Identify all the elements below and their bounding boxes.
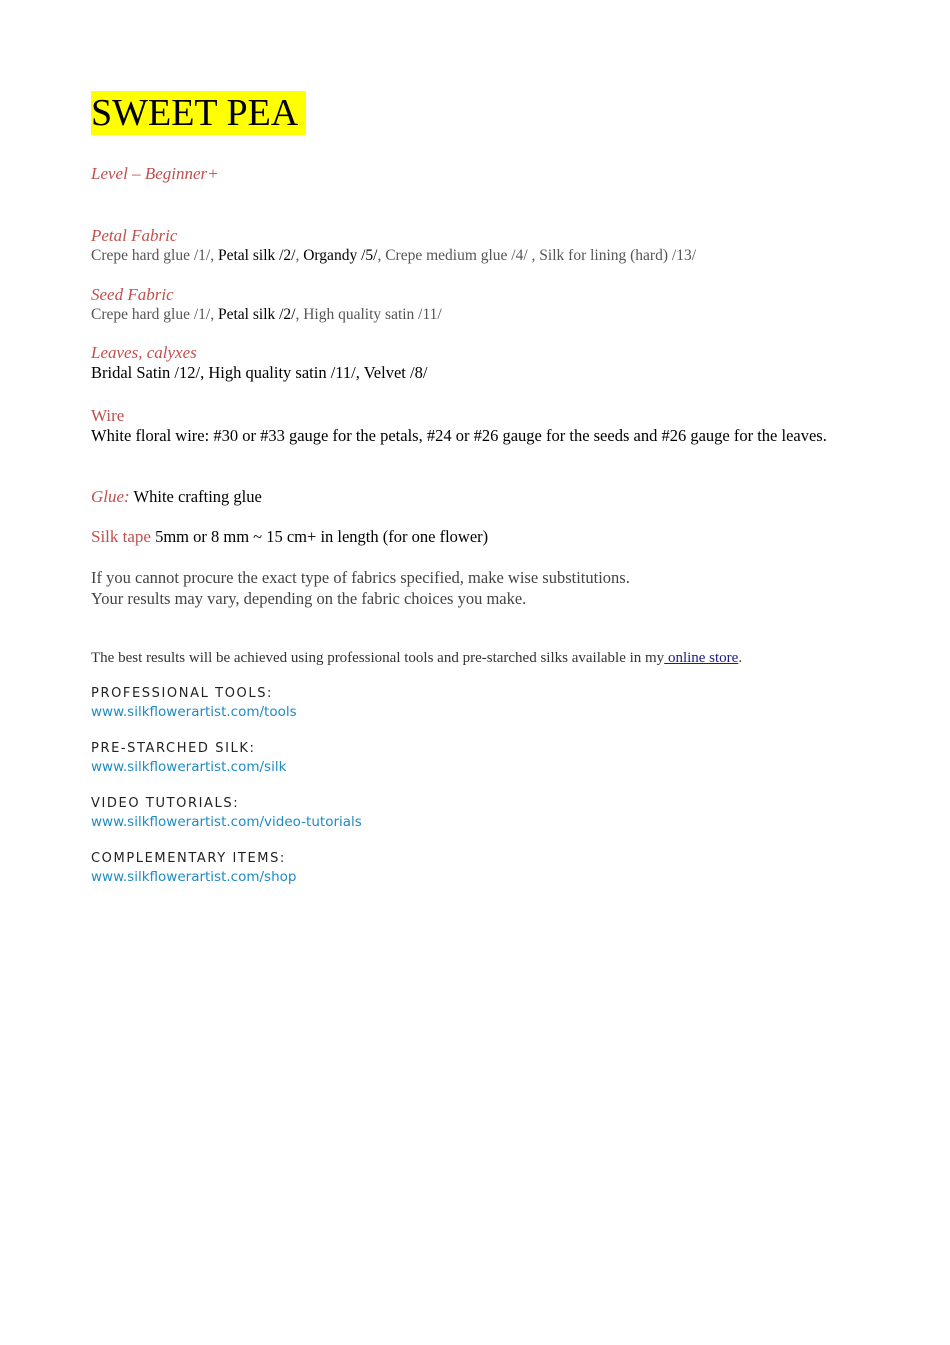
online-store-link[interactable]: online store <box>664 650 739 666</box>
separator: , <box>295 247 304 264</box>
period: . <box>738 650 743 666</box>
substitution-line-1: If you cannot procure the exact type of fabrics specified, make wise substitutions. <box>91 568 630 587</box>
petal-fabric-section <box>91 226 851 266</box>
resource-label: VIDEO TUTORIALS: <box>91 796 240 811</box>
fabric-item: High quality satin /11/ <box>303 306 442 323</box>
separator: , <box>377 247 386 264</box>
seed-fabric-heading: Seed Fabric <box>91 285 174 304</box>
leaves-heading: Leaves, calyxes <box>91 343 197 362</box>
substitution-line-2: Your results may vary, depending on the fabric choices you make. <box>91 589 527 608</box>
separator: , <box>210 306 218 323</box>
resource-label: PRE-STARCHED SILK: <box>91 741 256 756</box>
leaves-list: Bridal Satin /12/, High quality satin /11/, Velvet /8/ <box>91 363 428 382</box>
document-page <box>91 91 851 885</box>
fabric-item: Petal silk /2/ <box>217 306 296 323</box>
wire-section <box>91 406 851 446</box>
page-title: SWEET PEA <box>91 91 306 135</box>
resource-video <box>91 795 851 831</box>
fabric-item: Crepe medium glue /4/ , Silk for lining (hard) /13/ <box>385 247 696 264</box>
seed-fabric-section <box>91 285 851 325</box>
resource-silk <box>91 740 851 776</box>
fabric-item: Crepe hard glue /1/ <box>91 247 211 264</box>
silk-tape-section <box>91 527 851 547</box>
resource-link[interactable]: www.silkflowerartist.com/video-tutorials <box>91 814 362 830</box>
silk-tape-text: 5mm or 8 mm ~ 15 cm+ in length (for one flower) <box>150 527 489 546</box>
fabric-item: Organdy /5/ <box>303 247 378 264</box>
seed-fabric-list <box>91 305 851 325</box>
leaves-section <box>91 343 851 383</box>
silk-tape-label: Silk tape <box>91 527 151 546</box>
best-results-text: The best results will be achieved using professional tools and pre-starched silks available in my <box>91 650 665 666</box>
resource-label: COMPLEMENTARY ITEMS: <box>91 851 286 866</box>
glue-label: Glue: <box>91 487 130 506</box>
best-results-note <box>91 648 851 668</box>
resource-shop <box>91 850 851 886</box>
glue-text: White crafting glue <box>129 487 262 506</box>
resource-link[interactable]: www.silkflowerartist.com/silk <box>91 759 287 775</box>
separator: , <box>210 247 218 264</box>
separator: , <box>295 306 304 323</box>
resource-link[interactable]: www.silkflowerartist.com/tools <box>91 704 297 720</box>
level-label: Level – Beginner+ <box>91 164 219 183</box>
resource-link[interactable]: www.silkflowerartist.com/shop <box>91 869 297 885</box>
resource-tools <box>91 685 851 721</box>
substitution-note <box>91 567 851 609</box>
resource-label: PROFESSIONAL TOOLS: <box>91 686 274 701</box>
wire-text: White floral wire: #30 or #33 gauge for the petals, #24 or #26 gauge for the seeds and #26 gauge for the leaves. <box>91 426 827 445</box>
petal-fabric-heading: Petal Fabric <box>91 226 178 245</box>
wire-heading: Wire <box>91 406 125 425</box>
petal-fabric-list <box>91 246 851 266</box>
fabric-item: Crepe hard glue /1/ <box>91 306 211 323</box>
glue-section <box>91 487 851 507</box>
fabric-item: Petal silk /2/ <box>217 247 296 264</box>
